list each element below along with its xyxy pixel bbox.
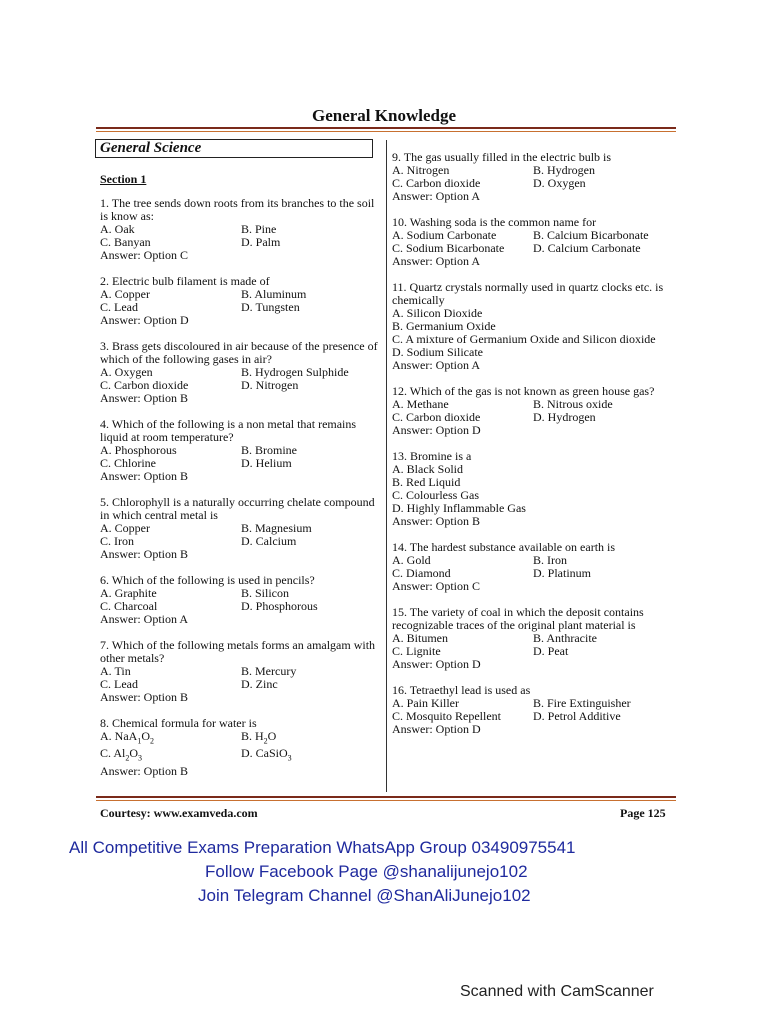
options-grid xyxy=(392,554,682,580)
option: D. Peat xyxy=(533,644,569,658)
question-text: 10. Washing soda is the common name for xyxy=(392,215,597,229)
option: D. Helium xyxy=(241,456,292,470)
option: A. Tin xyxy=(100,664,131,678)
question-text: 9. The gas usually filled in the electric bulb is xyxy=(392,150,612,164)
question-block xyxy=(100,275,380,327)
answer-text: Answer: Option A xyxy=(392,189,480,203)
top-rule-accent xyxy=(96,131,676,132)
option: A. Oxygen xyxy=(100,365,153,379)
question-block xyxy=(392,541,682,593)
right-column xyxy=(392,151,682,749)
option: D. Petrol Additive xyxy=(533,709,621,723)
option: A. Bitumen xyxy=(392,631,448,645)
option: D. Platinum xyxy=(533,566,592,580)
option: B. Fire Extinguisher xyxy=(533,696,631,710)
column-divider xyxy=(386,140,387,792)
option: A. Phosphorous xyxy=(100,443,177,457)
option: D. Oxygen xyxy=(533,176,586,190)
option: A. Sodium Carbonate xyxy=(392,228,497,242)
option: A. Black Solid xyxy=(392,462,463,476)
option: A. Nitrogen xyxy=(392,163,450,177)
answer-text: Answer: Option A xyxy=(100,612,188,626)
option: C. Chlorine xyxy=(100,456,156,470)
option: B. Hydrogen Sulphide xyxy=(241,365,349,379)
question-text: 14. The hardest substance available on earth is xyxy=(392,540,616,554)
question-text: 13. Bromine is a xyxy=(392,449,472,463)
question-text: 4. Which of the following is a non metal that remains liquid at room temperature? xyxy=(100,417,357,444)
question-block xyxy=(100,496,380,561)
answer-text: Answer: Option D xyxy=(392,657,481,671)
option: B. Hydrogen xyxy=(533,163,595,177)
promo-facebook: Follow Facebook Page @shanalijunejo102 xyxy=(205,862,528,881)
page-title: General Knowledge xyxy=(311,106,456,125)
answer-text: Answer: Option D xyxy=(392,722,481,736)
answer-text: Answer: Option D xyxy=(100,313,189,327)
answer-text: Answer: Option B xyxy=(100,763,188,778)
option: C. Colourless Gas xyxy=(392,488,479,502)
option: C. Mosquito Repellent xyxy=(392,709,501,723)
options-grid xyxy=(100,288,380,314)
question-text: 5. Chlorophyll is a naturally occurring chelate compound in which central metal is xyxy=(100,495,375,522)
question-text: 6. Which of the following is used in pencils? xyxy=(100,573,315,587)
question-text: 12. Which of the gas is not known as green house gas? xyxy=(392,384,655,398)
option: A. Copper xyxy=(100,521,150,535)
question-block xyxy=(100,197,380,262)
options-grid xyxy=(100,223,380,249)
option: C. Lignite xyxy=(392,644,441,658)
option: C. Banyan xyxy=(100,235,151,249)
option: A. Oak xyxy=(100,222,135,236)
options-grid xyxy=(392,697,682,723)
option: D. Nitrogen xyxy=(241,378,299,392)
option: C. $Al_2O_3$ xyxy=(100,746,143,763)
options-grid xyxy=(100,522,380,548)
question-block xyxy=(392,385,682,437)
option: B. Red Liquid xyxy=(392,475,461,489)
question-block xyxy=(392,151,682,203)
option: C. Iron xyxy=(100,534,134,548)
option: D. Sodium Silicate xyxy=(392,345,483,359)
option: C. Charcoal xyxy=(100,599,158,613)
options-grid xyxy=(100,366,380,392)
option: D. Tungsten xyxy=(241,300,300,314)
question-block xyxy=(100,340,380,405)
question-block xyxy=(100,639,380,704)
question-block xyxy=(392,450,682,528)
options-grid xyxy=(392,632,682,658)
option: B. Bromine xyxy=(241,443,297,457)
promo-whatsapp: All Competitive Exams Preparation WhatsApp Group 03490975541 xyxy=(69,838,576,857)
answer-text: Answer: Option B xyxy=(100,690,188,704)
bottom-rule xyxy=(96,796,676,798)
options-grid xyxy=(100,587,380,613)
options-grid xyxy=(100,730,380,765)
option: A. Pain Killer xyxy=(392,696,459,710)
bottom-rule-accent xyxy=(96,800,676,801)
question-text: 8. Chemical formula for water is xyxy=(100,716,257,730)
option: B. Germanium Oxide xyxy=(392,319,496,333)
option: B. Silicon xyxy=(241,586,290,600)
option: C. Carbon dioxide xyxy=(392,410,481,424)
option: B. Calcium Bicarbonate xyxy=(533,228,649,242)
option: B. Anthracite xyxy=(533,631,597,645)
option: B. $H_2O$ xyxy=(241,729,277,746)
option: C. Carbon dioxide xyxy=(100,378,189,392)
question-text: 3. Brass gets discoloured in air because of the presence of which of the following gases in air? xyxy=(100,339,378,366)
section-heading: Section 1 xyxy=(100,172,147,186)
option: A. Silicon Dioxide xyxy=(392,306,483,320)
question-block xyxy=(100,418,380,483)
left-column xyxy=(100,197,380,791)
option: C. Diamond xyxy=(392,566,451,580)
option: B. Aluminum xyxy=(241,287,307,301)
question-block xyxy=(392,281,682,372)
answer-text: Answer: Option C xyxy=(392,579,480,593)
question-block xyxy=(392,606,682,671)
option: B. Magnesium xyxy=(241,521,312,535)
footer-courtesy: Courtesy: www.examveda.com xyxy=(100,806,258,820)
option: D. Zinc xyxy=(241,677,278,691)
option: B. Iron xyxy=(533,553,567,567)
option: B. Pine xyxy=(241,222,277,236)
top-rule xyxy=(96,127,676,129)
option: C. Sodium Bicarbonate xyxy=(392,241,505,255)
options-grid xyxy=(100,444,380,470)
option: C. Lead xyxy=(100,300,138,314)
option: A. Copper xyxy=(100,287,150,301)
option: A. $NaA_1O_2$ xyxy=(100,729,154,746)
promo-telegram: Join Telegram Channel @ShanAliJunejo102 xyxy=(198,886,531,905)
option: D. CaSiO$_3$ xyxy=(241,746,292,763)
question-text: 1. The tree sends down roots from its branches to the soil is know as: xyxy=(100,196,375,223)
option: D. Palm xyxy=(241,235,281,249)
answer-text: Answer: Option D xyxy=(392,423,481,437)
option: D. Calcium xyxy=(241,534,297,548)
question-block xyxy=(100,717,380,778)
answer-text: Answer: Option B xyxy=(392,514,480,528)
question-text: 16. Tetraethyl lead is used as xyxy=(392,683,531,697)
answer-text: Answer: Option B xyxy=(100,547,188,561)
option: D. Highly Inflammable Gas xyxy=(392,501,526,515)
options-grid xyxy=(100,665,380,691)
option: A. Methane xyxy=(392,397,449,411)
section-box-title: General Science xyxy=(95,139,373,158)
question-block xyxy=(392,684,682,736)
answer-text: Answer: Option C xyxy=(100,248,188,262)
options-grid xyxy=(392,229,682,255)
option: C. Carbon dioxide xyxy=(392,176,481,190)
option: A. Graphite xyxy=(100,586,157,600)
option: C. A mixture of Germanium Oxide and Silicon dioxide xyxy=(392,332,656,346)
option: D. Hydrogen xyxy=(533,410,596,424)
option: D. Calcium Carbonate xyxy=(533,241,641,255)
answer-text: Answer: Option A xyxy=(392,358,480,372)
question-text: 7. Which of the following metals forms an amalgam with other metals? xyxy=(100,638,376,665)
answer-text: Answer: Option B xyxy=(100,391,188,405)
option: A. Gold xyxy=(392,553,431,567)
question-text: 11. Quartz crystals normally used in quartz clocks etc. is chemically xyxy=(392,280,664,307)
options-grid xyxy=(392,398,682,424)
question-block xyxy=(100,574,380,626)
camscanner-watermark: Scanned with CamScanner xyxy=(460,983,654,1000)
option: D. Phosphorous xyxy=(241,599,318,613)
answer-text: Answer: Option A xyxy=(392,254,480,268)
question-text: 15. The variety of coal in which the deposit contains recognizable traces of the original plant material is xyxy=(392,605,644,632)
option: B. Nitrous oxide xyxy=(533,397,613,411)
question-block xyxy=(392,216,682,268)
answer-text: Answer: Option B xyxy=(100,469,188,483)
options-grid xyxy=(392,164,682,190)
option: B. Mercury xyxy=(241,664,297,678)
question-text: 2. Electric bulb filament is made of xyxy=(100,274,270,288)
option: C. Lead xyxy=(100,677,138,691)
footer-page-number: Page 125 xyxy=(620,806,666,820)
